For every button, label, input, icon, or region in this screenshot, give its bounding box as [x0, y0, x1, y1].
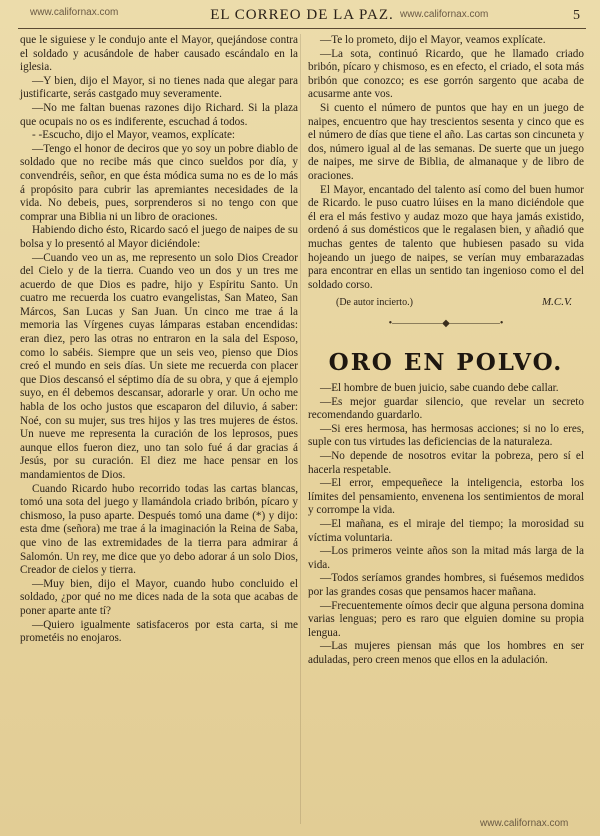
- maxim: —Es mejor guardar silencio, que revelar un secreto recomendando guardarlo.: [308, 395, 584, 422]
- masthead-title: EL CORREO DE LA PAZ.: [210, 7, 394, 23]
- watermark-top-right: www.californax.com: [400, 9, 489, 20]
- page-number: 5: [573, 8, 580, 23]
- paragraph: —Tengo el honor de deciros que yo soy un pobre diablo de soldado que no recibe más que cinco sueldos por día, y convendréis, señor, en que ésta módica suma no es de lo más á propósito para cubrir las apremiantes necesidades de la vida. No debeis, pues, sorprenderos si no tengo con que comprar una Biblia ni un libro de oraciones.: [20, 142, 298, 223]
- signature-initials: M.C.V.: [541, 296, 572, 309]
- left-column: [20, 34, 298, 646]
- paragraph: —Te lo prometo, dijo el Mayor, veamos explícate.: [320, 34, 546, 46]
- maxim: —Frecuentemente oímos decir que alguna persona domina varias lenguas; pero es raro que elguien domine su propia lengua.: [308, 599, 584, 639]
- paragraph: Habiendo dicho ésto, Ricardo sacó el juego de naipes de su bolsa y lo presentó al Mayor diciéndole:: [20, 224, 298, 250]
- maxim: —Las mujeres piensan más que los hombres en ser aduladas, pero creen menos que ellos en la adulación.: [308, 640, 584, 666]
- paragraph: —Muy bien, dijo el Mayor, cuando hubo concluido el soldado, ¿por qué no me dices nada de la sota que acabas de poner aparte ante tí?: [20, 577, 298, 617]
- paragraph: - -Escucho, dijo el Mayor, veamos, explícate:: [32, 129, 236, 142]
- watermark-top-left: www.californax.com: [30, 7, 119, 18]
- article-signature: [308, 296, 584, 310]
- watermark-bottom: www.californax.com: [480, 818, 569, 829]
- maxim: —Todos seríamos grandes hombres, si fuésemos medidos por las grandes cosas que pensamos hacer mañana.: [308, 572, 584, 598]
- section-title: ORO EN POLVO.: [328, 349, 564, 377]
- paragraph: —Y bien, dijo el Mayor, si no tienes nada que alegar para justificarte, serás castgado muy severamente.: [20, 74, 298, 101]
- ornament-divider: •—————◆—————•: [388, 317, 504, 329]
- maxim: —Si eres hermosa, has hermosas acciones; si no lo eres, suple con tus virtudes las deficiencias de la naturaleza.: [308, 422, 584, 449]
- column-rule: [300, 34, 301, 824]
- maxim: —Los primeros veinte años son la mitad más larga de la vida.: [308, 545, 584, 571]
- paragraph: Cuando Ricardo hubo recorrido todas las cartas blancas, tomó una sota del juego y llamándola criado bribón, pícaro y chismoso, la puso aparte. Después tomó una dame (*) y dijo: esta dme (señora) me trae á la imaginación la Reina de Saba, que vino de las extremidades de la tierra para admirar á Salomón. Un rey, me dice que yo debo adorar á un solo Dios, Creador de cielos y tierra.: [20, 482, 298, 577]
- signature-source: (De autor incierto.): [336, 297, 413, 309]
- paragraph: El Mayor, encantado del talento así como del buen humor de Ricardo. le puso cuatro lúises en la mano diciéndole que él era el más festivo y audaz mozo que haya jamás existido, ordenó á sus domésticos que le regalasen bien, y añadió que muchas gentes de talento que hubiesen pasado su vida hojeando un juego de naipes, se verían muy embarazadas para encontrar en ellas un sentido tan ingenioso como el del soldado corso.: [308, 183, 584, 291]
- maxim: —El hombre de buen juicio, sabe cuando debe callar.: [320, 382, 559, 395]
- paragraph: —No me faltan buenas razones dijo Richard. Si la plaza que ocupais no os es indiferente, escuchad á todos.: [20, 101, 298, 128]
- paragraph: Si cuento el número de puntos que hay en un juego de naipes, encuentro que hay trescientos sesenta y cinco que es el número de días que tiene el año. Las cartas son cincuneta y dos, número igual al de las semanas. De suerte que un juego de naipes, me sirve de Biblia, de almanaque y de libro de oraciones.: [308, 101, 584, 182]
- paragraph: —La sota, continuó Ricardo, que he llamado criado bribón, pícaro y chismoso, es en efecto, el criado, el sota más bribón que conozco; es ese gorrón sargento que acaba de acusarme ante vos.: [308, 47, 584, 101]
- page-header: [18, 6, 586, 29]
- maxim: —No depende de nosotros evitar la pobreza, pero sí el hacerla respetable.: [308, 450, 584, 476]
- maxims-list: [308, 382, 584, 667]
- maxim: —El error, empequeñece la inteligencia, estorba los límites del pensamiento, envenena los sentimientos de moral y corrompe la vida.: [308, 477, 584, 517]
- paragraph: que le siguiese y le condujo ante el Mayor, quejándose contra el soldado y acusándole de haber causado escándalo en la iglesia.: [20, 34, 298, 74]
- right-column: [308, 34, 584, 668]
- paragraph: —Quiero igualmente satisfaceros por esta carta, si me prometéis no enojaros.: [20, 618, 298, 645]
- paragraph: —Cuando veo un as, me represento un solo Dios Creador del Cielo y de la tierra. Cuando veo un dos y un tres me acuerdo de que Dios es padre, hijo y Espíritu Santo. Un cuatro me recuerda los cuatro evangelistas, San Mateo, San Márcos, San Lucas y San Juan. Un cinco me trae á la memoria las Vírgenes cuyas lámparas estaban encendidas: eran diez, pero las otras no entraron en la sala del Esposo, como lo sabéis. Siempre que un seis veo, pienso que Dios creó el mundo en seis días. Un siete me recuerda con placer que Dios descansó el séptimo día de su obra, y que á ejemplo suyo, en él debemos descansar, adorarle y orar. Un ocho me habla de los ocho justos que escaparon del diluvio, á saber: Noé, con su mujer, sus tres hijos y las tres mujeres de éstos. Un nueve me representa la curación de los leprosos, pues aunque ellos fueron diez, uno tan solo fué á dar gracias á Jesús, por su curación. El diez me hace pensar en los mandamientos de Dios.: [20, 251, 298, 481]
- maxim: —El mañana, es el miraje del tiempo; la morosidad su víctima voluntaria.: [308, 518, 584, 544]
